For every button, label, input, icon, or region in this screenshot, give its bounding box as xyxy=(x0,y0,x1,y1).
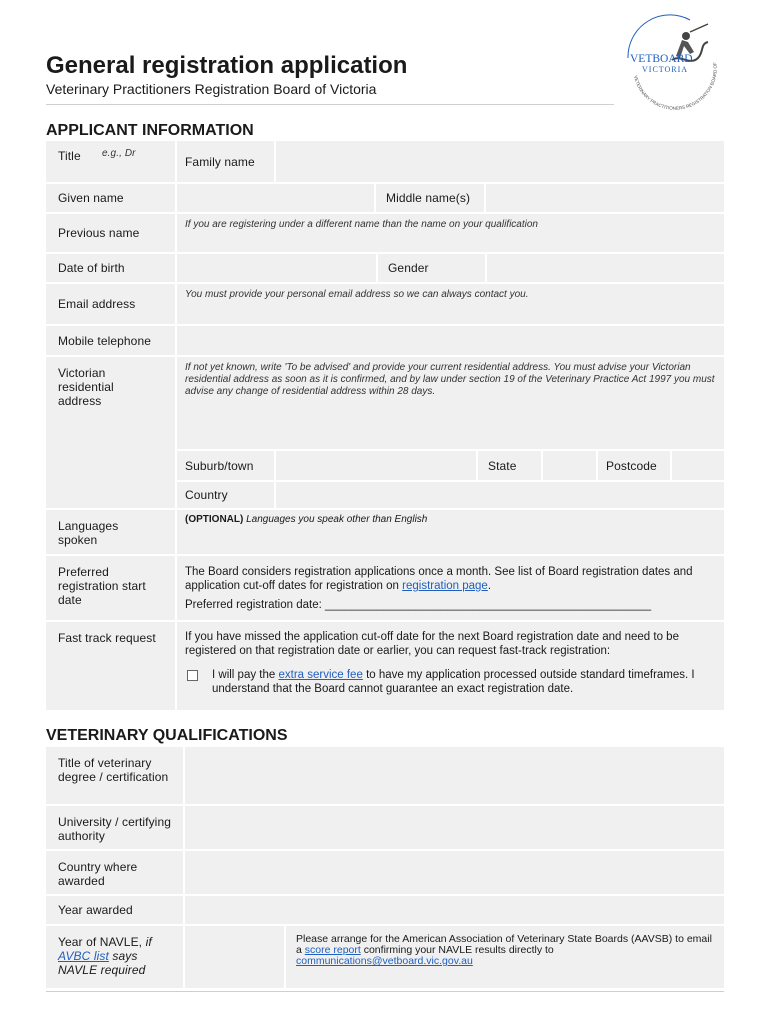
page-subtitle: Veterinary Practitioners Registration Board of Victoria xyxy=(46,81,377,97)
previous-name-input[interactable]: If you are registering under a different name than the name on your qualification xyxy=(177,214,724,252)
suburb-label: Suburb/town xyxy=(177,451,274,480)
score-report-link[interactable]: score report xyxy=(304,944,361,956)
fast-track-cell xyxy=(177,622,724,710)
navle-note-pre: Please arrange for the American Association of Veterinary State Boards (AAVSB) to email a xyxy=(296,933,712,956)
middle-names-label: Middle name(s) xyxy=(376,184,484,212)
mobile-label: Mobile telephone xyxy=(46,326,175,355)
title-divider xyxy=(46,104,614,105)
email-label: Email address xyxy=(46,284,175,324)
page-title: General registration application xyxy=(46,52,408,79)
navle-label-cell xyxy=(46,926,183,988)
suburb-input[interactable] xyxy=(276,451,476,480)
start-date-text: The Board considers registration applications once a month. See list of Board registration dates and application cut-off dates for registration on xyxy=(185,566,693,592)
navle-year-input[interactable] xyxy=(185,926,284,988)
email-input[interactable]: You must provide your personal email address so we can always contact you. xyxy=(177,284,724,324)
date-of-birth-input[interactable] xyxy=(177,254,376,282)
gender-input[interactable] xyxy=(487,254,724,282)
bottom-divider xyxy=(46,991,724,992)
family-name-label: Family name xyxy=(177,141,274,182)
start-date-cell xyxy=(177,556,724,620)
title-hint: e.g., Dr xyxy=(102,148,136,159)
residential-address-input[interactable]: If not yet known, write 'To be advised' and provide your current residential address. You must advise your Victorian residential address as soon as it is confirmed, and by law under section 19 of the Veterinary Practice Act 1997 you must advise any change of residential address within 28 days. xyxy=(177,357,724,449)
avbc-list-link[interactable]: AVBC list xyxy=(58,949,109,963)
university-input[interactable] xyxy=(185,806,724,849)
fast-track-check-pre: I will pay the xyxy=(212,669,276,681)
state-input[interactable] xyxy=(543,451,596,480)
year-awarded-label: Year awarded xyxy=(46,896,183,924)
communications-email-link[interactable]: communications@vetboard.vic.gov.au xyxy=(296,955,473,967)
country-label: Country xyxy=(177,482,274,508)
university-label: University / certifying authority xyxy=(46,806,183,849)
languages-input[interactable] xyxy=(177,510,724,554)
title-label-cell xyxy=(46,141,175,182)
start-date-label: Preferred registration start date xyxy=(46,556,175,620)
preferred-date-field[interactable]: Preferred registration date: ___________________________________________________ xyxy=(185,599,652,611)
applicant-section-heading: APPLICANT INFORMATION xyxy=(46,122,254,139)
country-input[interactable] xyxy=(276,482,724,508)
fast-track-checkbox[interactable] xyxy=(187,670,198,681)
mobile-input[interactable] xyxy=(177,326,724,355)
navle-label: Year of NAVLE, xyxy=(58,935,143,949)
navle-says: says NAVLE required xyxy=(58,949,146,977)
logo-word-vetboard: VETBOARD xyxy=(630,53,693,65)
state-label: State xyxy=(478,451,541,480)
country-awarded-input[interactable] xyxy=(185,851,724,894)
residential-address-label: Victorian residential address xyxy=(46,357,175,508)
navle-if: if xyxy=(145,935,152,949)
vetboard-logo xyxy=(620,14,722,110)
fast-track-check-post: to have my application processed outside standard timeframes. I understand that the Board cannot guarantee an exact registration date. xyxy=(212,669,695,695)
postcode-input[interactable] xyxy=(672,451,724,480)
date-of-birth-label: Date of birth xyxy=(46,254,175,282)
navle-note-cell xyxy=(286,926,724,988)
family-name-input[interactable] xyxy=(276,141,724,182)
country-awarded-label: Country where awarded xyxy=(46,851,183,894)
qualifications-section-heading: VETERINARY QUALIFICATIONS xyxy=(46,727,288,744)
previous-name-label: Previous name xyxy=(46,214,175,252)
languages-hint: Languages you speak other than English xyxy=(246,514,428,525)
start-date-end: . xyxy=(487,580,492,592)
middle-names-input[interactable] xyxy=(486,184,724,212)
fast-track-text: If you have missed the application cut-off date for the next Board registration date and need to be registered on that registration date or earlier, you can request fast-track registration: xyxy=(185,631,679,657)
navle-note-mid: confirming your NAVLE results directly to xyxy=(363,944,554,956)
given-name-input[interactable] xyxy=(177,184,374,212)
fast-track-label: Fast track request xyxy=(46,622,175,710)
languages-optional-tag: (OPTIONAL) xyxy=(185,514,244,525)
gender-label: Gender xyxy=(378,254,485,282)
logo-ring-text: VETERINARY PRACTITIONERS REGISTRATION BOARD OF xyxy=(632,62,718,110)
given-name-label: Given name xyxy=(46,184,175,212)
degree-input[interactable] xyxy=(185,747,724,804)
postcode-label: Postcode xyxy=(598,451,670,480)
title-label: Title xyxy=(58,149,81,163)
languages-label: Languages spoken xyxy=(46,510,175,554)
degree-label: Title of veterinary degree / certification xyxy=(46,747,183,804)
extra-service-fee-link[interactable]: extra service fee xyxy=(278,669,363,681)
year-awarded-input[interactable] xyxy=(185,896,724,924)
logo-word-victoria: VICTORIA xyxy=(642,65,689,74)
registration-page-link[interactable]: registration page xyxy=(402,580,488,592)
